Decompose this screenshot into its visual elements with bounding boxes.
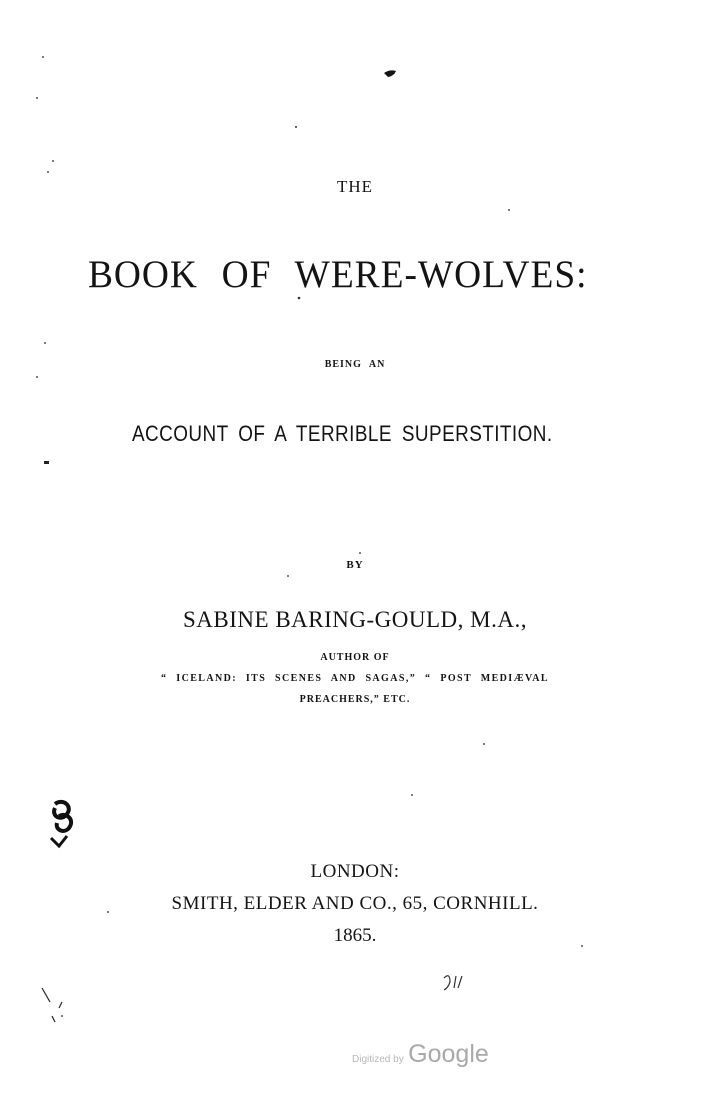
publisher-line: SMITH, ELDER AND CO., 65, CORNHILL. — [171, 893, 539, 914]
speck — [44, 342, 46, 344]
publication-year: 1865. — [333, 925, 377, 946]
publication-place: LONDON: — [310, 861, 400, 882]
author-of-text: AUTHOR OF — [320, 652, 390, 663]
shelf-mark-icon — [45, 798, 85, 858]
speck — [483, 743, 485, 745]
speck — [295, 126, 297, 128]
ink-blot-top — [384, 70, 396, 77]
speck — [36, 376, 38, 378]
speck — [47, 171, 49, 173]
the-word: THE — [336, 177, 374, 196]
previous-works-line-2: PREACHERS,” ETC. — [299, 694, 411, 705]
digitized-watermark — [352, 1040, 489, 1069]
watermark-small-text: Digitized by — [352, 1054, 404, 1065]
speck — [508, 209, 510, 211]
pencil-mark-icon — [440, 972, 480, 1012]
speck — [36, 97, 38, 99]
speck — [359, 552, 361, 554]
author-name: SABINE BARING-GOULD, M.A., — [183, 607, 527, 632]
speck — [44, 461, 49, 464]
being-an-text: BEING AN — [324, 359, 386, 370]
margin-mark-icon — [38, 986, 68, 1026]
book-title: BOOK OF WERE-WOLVES: — [88, 253, 588, 296]
speck — [42, 56, 44, 58]
book-subtitle: ACCOUNT OF A TERRIBLE SUPERSTITION. — [132, 421, 553, 446]
speck — [298, 297, 301, 300]
previous-works-line-1: “ ICELAND: ITS SCENES AND SAGAS,” “ POST MEDIÆVAL — [160, 673, 550, 684]
speck — [287, 575, 289, 577]
by-text: BY — [346, 559, 364, 571]
watermark-brand: Google — [408, 1040, 489, 1068]
speck — [411, 794, 413, 796]
speck — [52, 160, 54, 162]
